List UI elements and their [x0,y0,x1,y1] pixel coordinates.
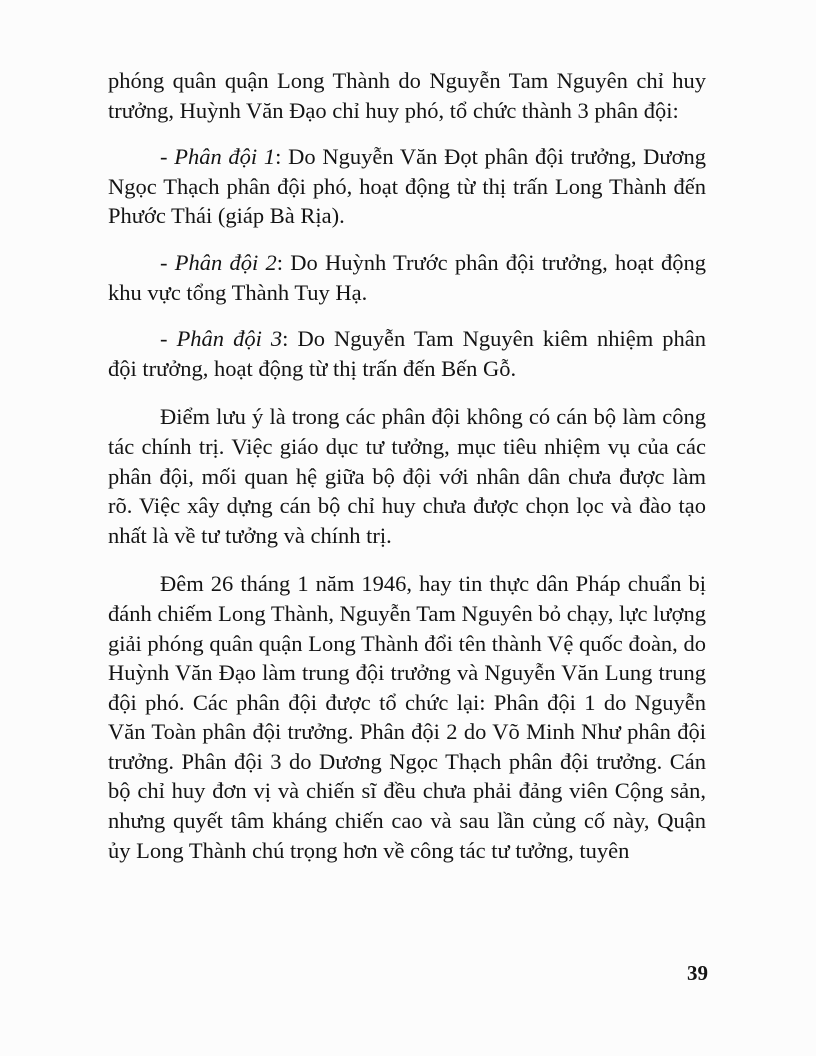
paragraph-note [108,402,706,550]
list-item-phan-doi-3 [108,324,706,383]
page-number: 39 [687,961,708,985]
list-item-label: Phân đội 3 [176,326,283,352]
list-item-phan-doi-2 [108,248,706,307]
list-item-text: : Do Nguyễn Tam Nguyên kiêm nhiệm phân đội trưởng, hoạt động từ thị trấn đến Bến Gỗ. [108,326,706,381]
list-item-prefix: - [160,326,177,352]
list-item-text: : Do Huỳnh Trước phân đội trưởng, hoạt động khu vực tổng Thành Tuy Hạ. [108,249,706,305]
list-item-label: Phân đội 1 [174,144,276,170]
list-item-text: : Do Nguyễn Văn Đọt phân đội trưởng, Dương Ngọc Thạch phân đội phó, hoạt động từ thị trấn Long Thành đến Phước Thái (giáp Bà Rịa). [108,144,707,229]
paragraph-text: Đêm 26 tháng 1 năm 1946, hay tin thực dân Pháp chuẩn bị đánh chiếm Long Thành, Nguyễn Tam Nguyên bỏ chạy, lực lượng giải phóng quân quận Long Thành đổi tên thành Vệ quốc đoàn, do Huỳnh Văn Đạo làm trung đội trưởng và Nguyễn Văn Lung trung đội phó. Các phân đội được tổ chức lại: Phân đội 1 do Nguyễn Văn Toàn phân đội trưởng. Phân đội 2 do Võ Minh Như phân đội trưởng. Phân đội 3 do Dương Ngọc Thạch phân đội trưởng. Cán bộ chỉ huy đơn vị và chiến sĩ đều chưa phải đảng viên Cộng sản, nhưng quyết tâm kháng chiến cao và sau lần củng cố này, Quận ủy Long Thành chú trọng hơn về công tác tư tưởng, tuyên [108,571,706,863]
list-item-label: Phân đội 2 [174,249,277,275]
paragraph-text: phóng quân quận Long Thành do Nguyễn Tam Nguyên chỉ huy trưởng, Huỳnh Văn Đạo chỉ huy phó, tổ chức thành 3 phân đội: [108,68,706,123]
paragraph-continuation [108,66,706,125]
list-item-prefix: - [160,144,175,170]
list-item-prefix: - [160,249,175,275]
paragraph-text: Điểm lưu ý là trong các phân đội không có cán bộ làm công tác chính trị. Việc giáo dục tư tưởng, mục tiêu nhiệm vụ của các phân đội, mối quan hệ giữa bộ đội với nhân dân chưa được làm rõ. Việc xây dựng cán bộ chỉ huy chưa được chọn lọc và đào tạo nhất là về tư tưởng và chính trị. [108,404,706,548]
paragraph-history [108,569,706,865]
list-item-phan-doi-1 [108,142,706,231]
body-text [108,66,706,865]
